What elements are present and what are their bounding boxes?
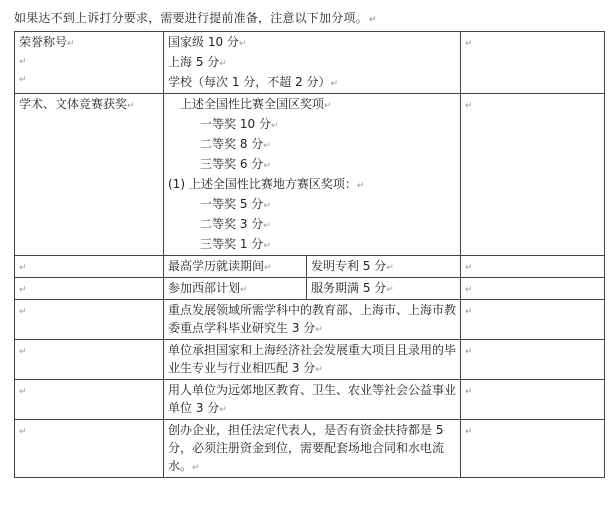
degree-left-cell <box>164 256 307 278</box>
empty-cell <box>461 420 605 478</box>
paragraph-mark-icon: ↵ <box>465 101 473 111</box>
empty-cell <box>15 256 164 278</box>
empty-cell <box>15 278 164 300</box>
paragraph-mark-icon: ↵ <box>19 427 27 437</box>
honor-item: 学校（每次 1 分，不超 2 分） <box>168 75 331 89</box>
paragraph-mark-icon: ↵ <box>19 307 27 317</box>
paragraph-mark-icon: ↵ <box>465 307 473 317</box>
paragraph-mark-icon: ↵ <box>19 347 27 357</box>
competition-label: 学术、文体竞赛获奖 <box>19 97 128 111</box>
west-program-text: 参加西部计划 <box>168 281 241 295</box>
paragraph-mark-icon: ↵ <box>67 39 75 49</box>
paragraph-mark-icon: ↵ <box>264 263 272 273</box>
empty-cell <box>461 300 605 340</box>
paragraph-mark-icon: ↵ <box>315 325 323 335</box>
paragraph-mark-icon: ↵ <box>219 59 227 69</box>
public-welfare-cell <box>164 380 461 420</box>
table-row-major-project <box>15 340 605 380</box>
paragraph-mark-icon: ↵ <box>263 241 271 251</box>
major-project-text: 单位承担国家和上海经济社会发展重大项目且录用的毕业生专业与行业相匹配 3 分 <box>168 343 457 375</box>
paragraph-mark-icon: ↵ <box>263 161 271 171</box>
empty-cell <box>15 380 164 420</box>
paragraph-mark-icon: ↵ <box>465 39 473 49</box>
key-discipline-cell <box>164 300 461 340</box>
empty-cell <box>15 300 164 340</box>
paragraph-mark-icon: ↵ <box>19 263 27 273</box>
paragraph-mark-icon: ↵ <box>263 141 271 151</box>
competition-item: 二等奖 8 分 <box>200 137 264 151</box>
competition-item: 一等奖 10 分 <box>200 117 271 131</box>
startup-cell <box>164 420 461 478</box>
document-page <box>14 10 610 478</box>
paragraph-mark-icon: ↵ <box>465 285 473 295</box>
paragraph-mark-icon: ↵ <box>465 427 473 437</box>
paragraph-mark-icon: ↵ <box>465 347 473 357</box>
table-row-key-discipline <box>15 300 605 340</box>
key-discipline-text: 重点发展领域所需学科中的教育部、上海市、上海市教委重点学科毕业研究生 3 分 <box>168 303 457 335</box>
degree-right-cell <box>307 256 461 278</box>
empty-cell <box>461 94 605 256</box>
intro-paragraph <box>14 10 610 29</box>
honor-item: 国家级 10 分 <box>168 35 239 49</box>
table-row-west <box>15 278 605 300</box>
paragraph-mark-icon: ↵ <box>19 387 27 397</box>
table-row-public-welfare <box>15 380 605 420</box>
paragraph-mark-icon: ↵ <box>263 221 271 231</box>
honor-label-cell <box>15 32 164 94</box>
patent-points-text: 发明专利 5 分 <box>311 259 387 273</box>
competition-item: 三等奖 6 分 <box>200 157 264 171</box>
empty-cell <box>461 32 605 94</box>
competition-points-cell <box>164 94 461 256</box>
paragraph-mark-icon: ↵ <box>19 75 27 85</box>
paragraph-mark-icon: ↵ <box>465 387 473 397</box>
paragraph-mark-icon: ↵ <box>386 285 394 295</box>
honor-points-cell <box>164 32 461 94</box>
paragraph-mark-icon: ↵ <box>19 57 27 67</box>
empty-cell <box>461 278 605 300</box>
west-right-cell <box>307 278 461 300</box>
paragraph-mark-icon: ↵ <box>315 365 323 375</box>
paragraph-mark-icon: ↵ <box>330 79 339 89</box>
paragraph-mark-icon: ↵ <box>19 285 27 295</box>
competition-label-cell <box>15 94 164 256</box>
empty-cell <box>15 340 164 380</box>
paragraph-mark-icon: ↵ <box>263 201 271 211</box>
competition-item: (1) 上述全国性比赛地方赛区奖项： <box>168 177 357 191</box>
paragraph-mark-icon: ↵ <box>240 285 248 295</box>
competition-item: 上述全国性比赛全国区奖项 <box>180 97 325 111</box>
intro-text: 如果达不到上诉打分要求，需要进行提前准备，注意以下加分项。 <box>14 11 368 25</box>
paragraph-mark-icon: ↵ <box>219 405 227 415</box>
competition-item: 二等奖 3 分 <box>200 217 264 231</box>
bonus-points-table <box>14 31 605 478</box>
service-points-text: 服务期满 5 分 <box>311 281 387 295</box>
paragraph-mark-icon: ↵ <box>192 463 200 473</box>
competition-item: 一等奖 5 分 <box>200 197 264 211</box>
empty-cell <box>461 340 605 380</box>
public-welfare-text: 用人单位为远郊地区教育、卫生、农业等社会公益事业单位 3 分 <box>168 383 457 415</box>
paragraph-mark-icon: ↵ <box>270 121 279 131</box>
empty-cell <box>461 380 605 420</box>
paragraph-mark-icon: ↵ <box>465 263 473 273</box>
paragraph-mark-icon: ↵ <box>386 263 394 273</box>
empty-cell <box>461 256 605 278</box>
table-row-startup <box>15 420 605 478</box>
paragraph-mark-icon: ↵ <box>356 181 365 191</box>
table-row-honor <box>15 32 605 94</box>
paragraph-mark-icon: ↵ <box>127 101 135 111</box>
paragraph-mark-icon: ↵ <box>238 39 247 49</box>
honor-label: 荣誉称号 <box>19 35 68 49</box>
competition-item: 三等奖 1 分 <box>200 237 264 251</box>
startup-text: 创办企业，担任法定代表人，是否有资金扶持都是 5 分，必须注册资金到位，需要配套场地合同和水电流水。 <box>168 423 445 473</box>
major-project-cell <box>164 340 461 380</box>
empty-cell <box>15 420 164 478</box>
west-left-cell <box>164 278 307 300</box>
degree-period-text: 最高学历就读期间 <box>168 259 265 273</box>
paragraph-mark-icon: ↵ <box>324 101 332 111</box>
paragraph-mark-icon: ↵ <box>368 15 377 25</box>
honor-item: 上海 5 分 <box>168 55 220 69</box>
table-row-degree <box>15 256 605 278</box>
table-row-competition <box>15 94 605 256</box>
